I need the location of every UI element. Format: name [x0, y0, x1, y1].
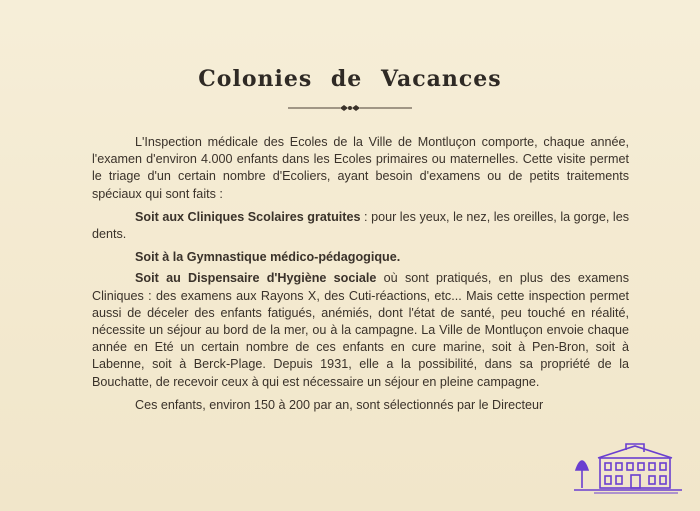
divider-ornament-icon	[288, 103, 412, 113]
paragraph-selection	[92, 397, 629, 414]
paragraph-text: Ces enfants, environ 150 à 200 par an, sont sélectionnés par le Directeur	[135, 397, 544, 412]
paragraph-gymnastique	[92, 249, 629, 266]
page-title: Colonies de Vacances	[198, 66, 502, 92]
body-text	[92, 134, 629, 420]
paragraph-text: L'Inspection médicale des Ecoles de la Ville de Montluçon comporte, chaque année, l'examen d'environ 4.000 enfants dans les Ecoles primaires ou maternelles. Cette visite permet le triage d'un certain nombre d'Ecoliers, ayant besoin d'examens ou de petits traitements spéciaux qui sont faits :	[92, 135, 629, 201]
paragraph-intro	[92, 134, 629, 203]
paragraph-text: : pour les yeux, le nez, les oreilles, la gorge, les dents.	[92, 209, 629, 242]
paragraph-text: où sont pratiqués, en plus des examens Cliniques : des examens aux Rayons X, des Cuti-réactions, etc... Mais cette inspection permet aussi de déceler des enfants fatigués, anémiés, dont l'état de santé, peu touché en réalité, nécessite un séjour au bord de la mer, ou à la campagne. La Ville de Montluçon envoie chaque année en Eté un certain nombre de ces enfants en cure marine, soit à Pen-Bron, soit à Labenne, soit à Berck-Plage. Depuis 1931, elle a la possibilité, dans sa propriété de la Bouchatte, de recevoir ceux à qui est nécessaire un séjour en pleine campagne.	[92, 271, 629, 389]
paragraph-dispensaire	[92, 270, 629, 390]
paragraph-cliniques	[92, 209, 629, 243]
paragraph-lead: Soit au Dispensaire d'Hygiène sociale	[135, 271, 377, 286]
paragraph-lead: Soit aux Cliniques Scolaires gratuites	[135, 209, 361, 224]
paragraph-lead: Soit à la Gymnastique médico-pédagogique.	[135, 250, 401, 265]
building-logo-icon	[574, 440, 684, 496]
